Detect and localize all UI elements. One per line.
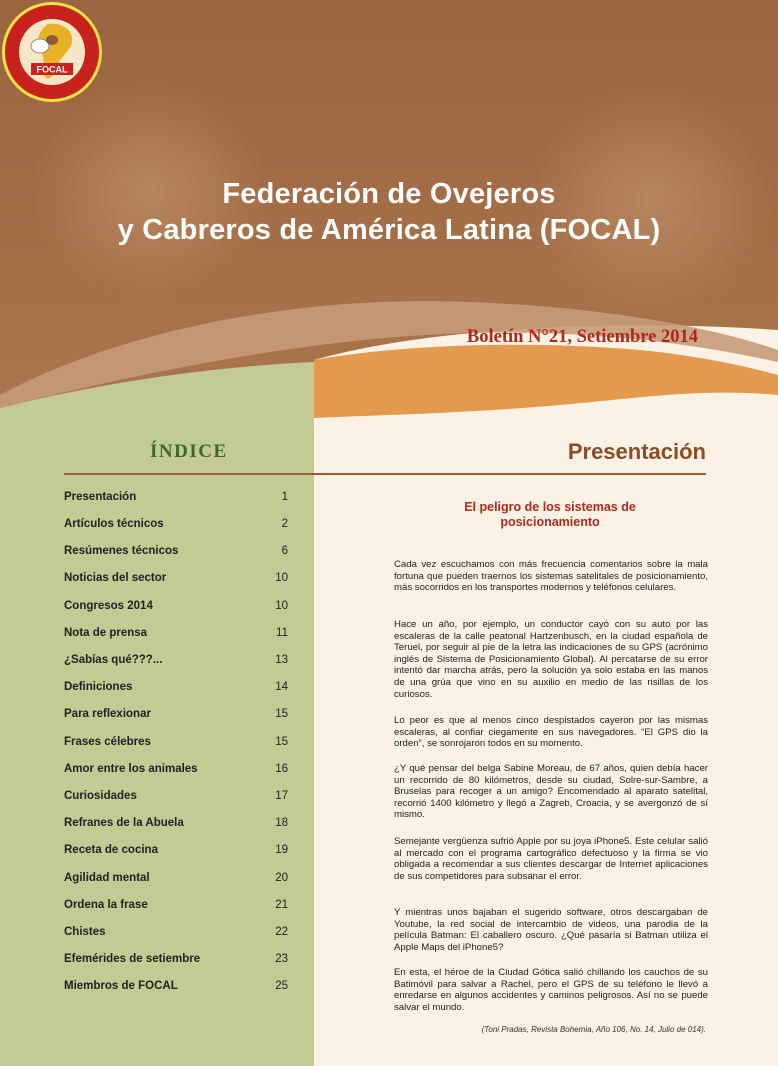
toc-item[interactable] <box>64 980 288 1000</box>
toc-item[interactable] <box>64 600 288 620</box>
toc-item[interactable] <box>64 953 288 973</box>
toc-item-label: Definiciones <box>64 681 133 693</box>
toc-item-label: Noticias del sector <box>64 572 167 584</box>
toc-item-page: 10 <box>275 600 288 612</box>
toc-item-page: 20 <box>275 872 288 884</box>
toc-item-label: Artículos técnicos <box>64 518 164 530</box>
toc-item-page: 14 <box>275 681 288 693</box>
toc-item-label: Amor entre los animales <box>64 763 198 775</box>
toc-item-label: ¿Sabías qué???... <box>64 654 163 666</box>
toc-item-page: 18 <box>275 817 288 829</box>
article-source: (Toni Pradas, Revista Bohemia, Año 106, No. 14, Julio de 014). <box>481 1025 706 1034</box>
toc-item[interactable] <box>64 899 288 919</box>
toc-item-page: 6 <box>281 545 288 557</box>
article-paragraph: Hace un año, por ejemplo, un conductor cayó con su auto por las escaleras de la calle peatonal Hartzenbusch, en la ciudad española de Teruel, por seguir al pie de la letra las indicaciones de su GPS (acrónimo inglés de Sistema de Posicionamiento Global). Al percatarse de su error intentó dar marcha atrás, pero la solución ya solo estaba en las manos de una grúa que vino en su auxilio en medio de las risillas de los curiosos. <box>394 619 708 700</box>
toc-item-label: Receta de cocina <box>64 844 158 856</box>
toc-item[interactable] <box>64 736 288 756</box>
page-title-line1: Federación de Ovejeros <box>222 178 556 210</box>
toc-item-label: Miembros de FOCAL <box>64 980 178 992</box>
toc-item-page: 22 <box>275 926 288 938</box>
article-paragraph: ¿Y qué pensar del belga Sabine Moreau, de 67 años, quien debía hacer un recorrido de 80 kilómetros, desde su ciudad, Solre-sur-Sambre, a Bruselas para recoger a un amigo? Encomendado al aparato satelital, recorrió 1400 kilómetro y llegó a Zagreb, Croacia, y se avergonzó de sí mismo. <box>394 763 708 821</box>
presentation-heading: Presentación <box>567 439 706 464</box>
toc-item-label: Para reflexionar <box>64 708 151 720</box>
section-divider <box>64 473 706 475</box>
toc-item-page: 15 <box>275 736 288 748</box>
toc-item[interactable] <box>64 926 288 946</box>
toc-item-page: 2 <box>281 518 288 530</box>
toc-item[interactable] <box>64 817 288 837</box>
toc-item[interactable] <box>64 790 288 810</box>
toc-item-page: 17 <box>275 790 288 802</box>
toc-item-page: 16 <box>275 763 288 775</box>
toc-item-label: Nota de prensa <box>64 627 148 639</box>
toc-item-page: 11 <box>276 627 288 639</box>
bulletin-number: Boletín N°21, Setiembre 2014 <box>466 327 698 347</box>
toc-item[interactable] <box>64 708 288 728</box>
toc-item[interactable] <box>64 491 288 511</box>
toc-item-page: 21 <box>275 899 288 911</box>
page-title-line2: y Cabreros de América Latina (FOCAL) <box>117 214 661 246</box>
toc-item-page: 19 <box>275 844 288 856</box>
toc-item-label: Frases célebres <box>64 736 151 748</box>
toc-item-page: 25 <box>275 980 288 992</box>
toc-item-label: Presentación <box>64 491 137 503</box>
svg-text:FOCAL: FOCAL <box>36 64 68 75</box>
article-paragraph: Y mientras unos bajaban el sugerido software, otros descargaban de Youtube, la red social de intercambio de videos, una parodia de la película Batman: El caballero oscuro. ¿Qué pasaría si Batman utiliza el Apple Maps del iPhone5? <box>394 907 708 953</box>
toc-item-label: Agilidad mental <box>64 872 150 884</box>
toc-item[interactable] <box>64 518 288 538</box>
toc-item-label: Chistes <box>64 926 106 938</box>
focal-logo <box>0 0 104 104</box>
toc-item[interactable] <box>64 844 288 864</box>
toc-item-page: 10 <box>275 572 288 584</box>
toc-item-label: Congresos 2014 <box>64 600 153 612</box>
toc-item[interactable] <box>64 763 288 783</box>
toc-item[interactable] <box>64 681 288 701</box>
article-paragraph: En esta, el héroe de la Ciudad Gótica salió chillando los cauchos de su Batimóvil para salvar a Rachel, pero el GPS de su teléfono le llevó a enredarse en algunos accidentes y caminos peligrosos. Así no se puede salvar el mundo. <box>394 967 708 1013</box>
article-paragraph: Lo peor es que al menos cinco despistados cayeron por las mismas escaleras, al confiar ciegamente en sus navegadores. “El GPS dio la orden”, se sonrojaron todos en su momento. <box>394 715 708 750</box>
index-heading: ÍNDICE <box>150 441 228 462</box>
toc-item[interactable] <box>64 872 288 892</box>
toc-item-page: 23 <box>275 953 288 965</box>
toc-item-page: 15 <box>275 708 288 720</box>
toc-item-page: 1 <box>281 491 288 503</box>
header-banner <box>0 0 778 420</box>
article-paragraph: Cada vez escuchamos con más frecuencia comentarios sobre la mala fortuna que pueden traernos los sistemas satelitales de posicionamiento, más socorridos en los transportes modernos y teléfonos celulares. <box>394 559 708 594</box>
toc-item-label: Efemérides de setiembre <box>64 953 201 965</box>
toc-item[interactable] <box>64 654 288 674</box>
article-paragraph: Semejante vergüenza sufrió Apple por su joya iPhone5. Este celular salió al mercado con el programa cartográfico defectuoso y la firma se vio obligada a recomendar a sus clientes descargar de Internet aplicaciones de sus competidores para subsanar el error. <box>394 836 708 882</box>
toc-item-page: 13 <box>275 654 288 666</box>
toc-item-label: Resúmenes técnicos <box>64 545 179 557</box>
toc-item-label: Ordena la frase <box>64 899 148 911</box>
toc-item[interactable] <box>64 572 288 592</box>
toc-item-label: Refranes de la Abuela <box>64 817 184 829</box>
article-title: El peligro de los sistemas de posicionamiento <box>464 500 636 529</box>
toc-item[interactable] <box>64 627 288 647</box>
toc-item-label: Curiosidades <box>64 790 137 802</box>
toc-item[interactable] <box>64 545 288 565</box>
